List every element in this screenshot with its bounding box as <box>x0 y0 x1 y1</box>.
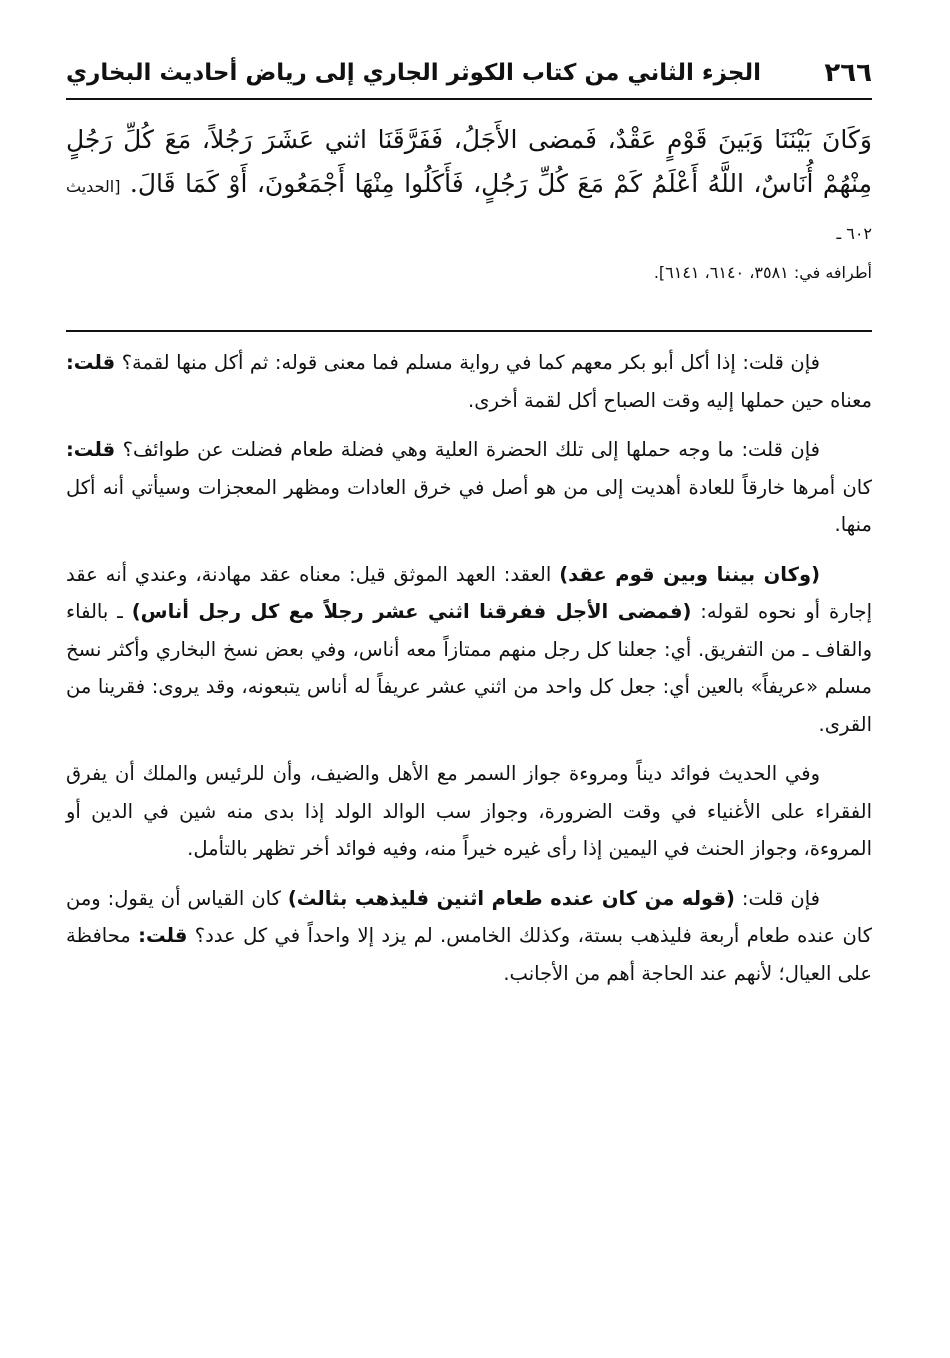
commentary-paragraph <box>66 431 872 544</box>
paragraph-text: كان أمرها خارقاً للعادة أهديت إلى من هو أصل في خرق العادات ومظهر المعجزات وسيأتي أنه أكل منها. <box>66 475 872 536</box>
quoted-phrase: (فمضى الأجل ففرقنا اثني عشر رجلاً مع كل رجل أناس) <box>131 600 692 623</box>
hadith-text-block <box>66 118 872 256</box>
commentary <box>66 344 872 992</box>
qultu-label: قلت: <box>138 924 188 947</box>
hadith-text: وَكَانَ بَيْنَنَا وَبَينَ قَوْمٍ عَقْدٌ، فَمضى الأَجَلُ، فَفَرَّقَنَا اثني عَشَرَ رَجُلاً، مَعَ كُلِّ رَجُلٍ مِنْهُمْ أُنَاسٌ، اللَّهُ أَعْلَمُ كَمْ مَعَ كُلِّ رَجُلٍ، فَأَكَلُوا مِنْهَا أَجْمَعُونَ، أَوْ كَمَا قَالَ. <box>66 125 872 198</box>
paragraph-text: فإن قلت: ما وجه حملها إلى تلك الحضرة العلية وهي فضلة طعام فضلت عن طوائف؟ <box>115 438 820 461</box>
commentary-paragraph <box>66 556 872 744</box>
paragraph-text: العقد: العهد الموثق قيل: معناه عقد مهادنة، وعندي أنه عقد إجارة أو نحوه لقوله: <box>66 562 872 623</box>
paragraph-text: وفي الحديث فوائد ديناً ومروءة جواز السمر مع الأهل والضيف، وأن للرئيس والملك أن يفرق الفقراء على الأغنياء في وقت الضرورة، وجواز سب الوالد الولد إذا بدى منه شين في الدين أو المروءة، وجواز الحنث في اليمين إذا رأى غيره خيراً منه، وفيه فوائد أخر تظهر بالتأمل. <box>66 762 872 860</box>
paragraph-text: فإن قلت: إذا أكل أبو بكر معهم كما في رواية مسلم فما معنى قوله: ثم أكل منها لقمة؟ <box>115 351 820 374</box>
commentary-paragraph <box>66 755 872 868</box>
paragraph-text: محافظة على العيال؛ لأنهم عند الحاجة أهم من الأجانب. <box>66 924 872 985</box>
page-number: ٢٦٦ <box>824 58 872 88</box>
hadith-atraf: أطرافه في: ٣٥٨١، ٦١٤٠، ٦١٤١]. <box>653 263 872 282</box>
page-header <box>66 50 872 100</box>
paragraph-text: معناه حين حملها إليه وقت الصباح أكل لقمة أخرى. <box>468 388 872 412</box>
qultu-label: قلت: <box>66 351 116 374</box>
quoted-phrase: (قوله من كان عنده طعام اثنين فليذهب بثالث) <box>287 886 735 910</box>
footnote-separator <box>66 330 872 332</box>
book-page <box>66 50 872 1310</box>
commentary-paragraph <box>66 880 872 993</box>
paragraph-text: ـ بالفاء والقاف ـ من التفريق. أي: جعلنا كل رجل منهم ممتازاً معه أناس، وفي بعض نسخ البخاري وأكثر نسخ مسلم «عريفاً» بالعين أي: جعل كل واحد من اثني عشر عريفاً له أناس يتبعونه، وقد يروى: فقرينا من القرى. <box>66 600 872 736</box>
qultu-label: قلت: <box>66 438 116 461</box>
paragraph-text: كان القياس أن يقول: ومن كان عنده طعام أربعة فليذهب بستة، وكذلك الخامس. لم يزد إلا واحداً في كل عدد؟ <box>66 886 872 947</box>
running-title: الجزء الثاني من كتاب الكوثر الجاري إلى رياض أحاديث البخاري <box>66 60 762 86</box>
hadith-reference: [الحديث ٦٠٢ ـ <box>66 177 872 243</box>
commentary-paragraph <box>66 344 872 419</box>
quoted-phrase: (وكان بيننا وبين قوم عقد) <box>559 562 820 586</box>
paragraph-text: فإن قلت: <box>734 886 820 910</box>
